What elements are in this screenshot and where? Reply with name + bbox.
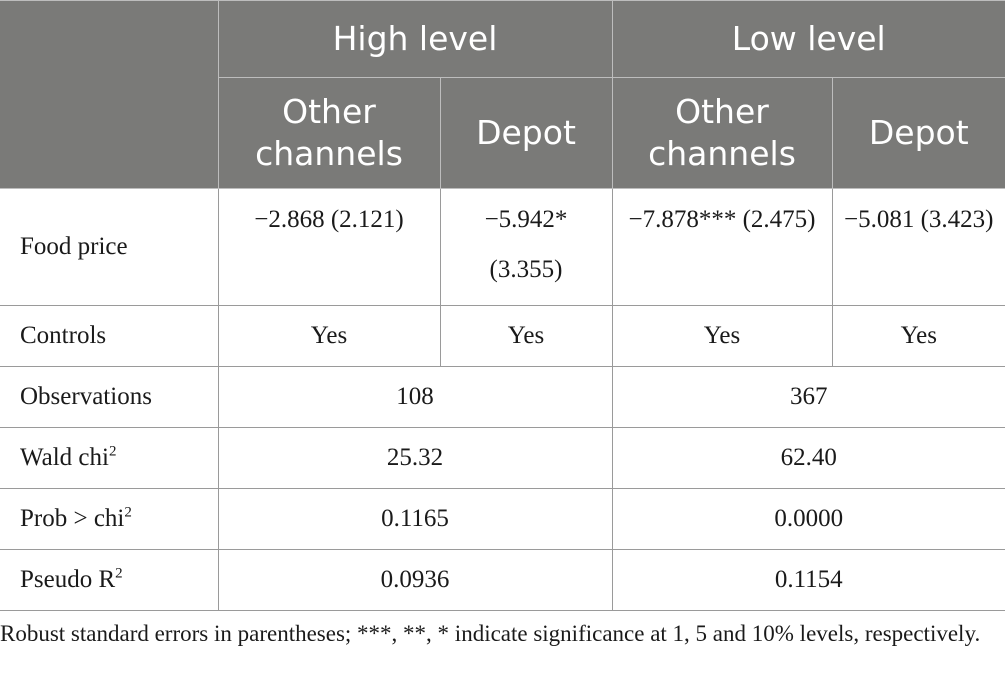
row-label-prob-chi2 xyxy=(0,489,218,550)
table-row xyxy=(0,189,1005,306)
food-price-high-depot: −5.942* (3.355) xyxy=(440,189,612,306)
controls-low-depot: Yes xyxy=(832,306,1005,367)
prob-low: 0.0000 xyxy=(612,489,1005,550)
observations-high: 108 xyxy=(218,367,612,428)
prob-label-superscript: 2 xyxy=(124,504,132,521)
row-label-pseudo-r2 xyxy=(0,550,218,611)
table-row xyxy=(0,367,1005,428)
controls-high-other: Yes xyxy=(218,306,440,367)
food-price-low-other: −7.878*** (2.475) xyxy=(612,189,832,306)
subheader-high-other-channels: Other channels xyxy=(218,78,440,189)
food-price-high-other: −2.868 (2.121) xyxy=(218,189,440,306)
header-corner-cell xyxy=(0,1,218,189)
table-row xyxy=(0,306,1005,367)
pseudo-label-superscript: 2 xyxy=(115,565,123,582)
group-header-low-level: Low level xyxy=(612,1,1005,78)
table-footnote: Robust standard errors in parentheses; ***, **, * indicate significance at 1, 5 and 10% levels, respectively. xyxy=(0,621,981,646)
table-row xyxy=(0,489,1005,550)
table-header xyxy=(0,1,1005,189)
row-label-observations: Observations xyxy=(0,367,218,428)
controls-low-other: Yes xyxy=(612,306,832,367)
row-label-food-price: Food price xyxy=(0,189,218,306)
pseudo-label-text: Pseudo R xyxy=(20,566,116,593)
pseudo-high: 0.0936 xyxy=(218,550,612,611)
subheader-high-depot: Depot xyxy=(440,78,612,189)
wald-high: 25.32 xyxy=(218,428,612,489)
table-body xyxy=(0,189,1005,611)
group-header-high-level: High level xyxy=(218,1,612,78)
prob-high: 0.1165 xyxy=(218,489,612,550)
controls-high-depot: Yes xyxy=(440,306,612,367)
prob-label-text: Prob > chi xyxy=(20,505,125,532)
wald-label-text: Wald chi xyxy=(20,444,109,471)
observations-low: 367 xyxy=(612,367,1005,428)
table-row xyxy=(0,428,1005,489)
food-price-low-depot: −5.081 (3.423) xyxy=(832,189,1005,306)
row-label-wald-chi2 xyxy=(0,428,218,489)
subheader-low-depot: Depot xyxy=(832,78,1005,189)
header-row-groups xyxy=(0,1,1005,78)
subheader-low-other-channels: Other channels xyxy=(612,78,832,189)
table-row xyxy=(0,550,1005,611)
wald-label-superscript: 2 xyxy=(108,443,117,460)
wald-low: 62.40 xyxy=(612,428,1005,489)
pseudo-low: 0.1154 xyxy=(612,550,1005,611)
row-label-controls: Controls xyxy=(0,306,218,367)
